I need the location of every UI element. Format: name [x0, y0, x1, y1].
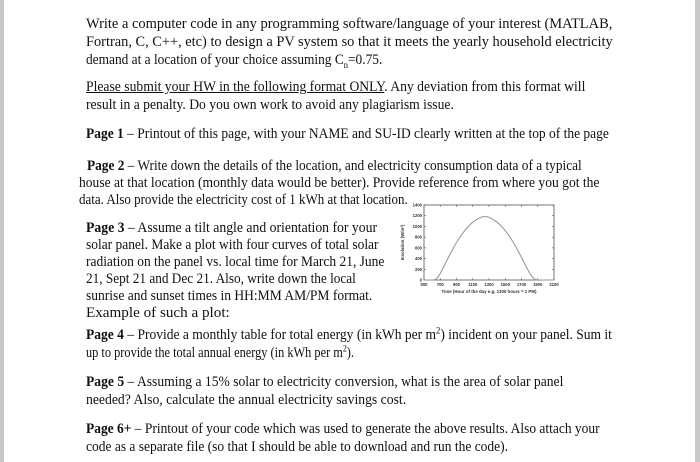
page-edge-right [695, 0, 700, 462]
x-tick-label: 900 [453, 282, 460, 287]
page-3-label: Page 3 [86, 220, 125, 236]
page-6-label: Page 6+ [86, 421, 132, 437]
chart-svg [398, 198, 573, 298]
superscript-2: 2 [436, 325, 441, 336]
page-1-text: – Printout of this page, with your NAME and SU-ID clearly written at the top of the page [123, 126, 609, 142]
page-6-line-1 [86, 420, 600, 438]
intro-line-1: Write a computer code in any programming software/language of your interest (MATLAB, [86, 16, 613, 32]
intro-line-2: Fortran, C, C++, etc) to design a PV system so that it meets the yearly household electricity [86, 34, 613, 50]
y-tick-label: 1000 [412, 223, 422, 229]
page-3-line-2: solar panel. Make a plot with four curves of total solar [86, 237, 379, 253]
x-tick-label: 1300 [484, 282, 494, 287]
y-tick-label: 600 [415, 245, 422, 251]
y-tick-label: 1400 [412, 202, 422, 208]
insolation-chart [398, 198, 573, 298]
page-5-line-1 [86, 373, 563, 391]
y-tick-label: 200 [415, 266, 422, 272]
page-2-label: Page 2 [87, 158, 125, 174]
page-2-line-3: data. Also provide the electricity cost of 1 kWh at that location. [79, 192, 408, 208]
intro-line-3 [86, 51, 382, 69]
page-edge-left [0, 0, 4, 462]
page-4-line-1 [86, 326, 612, 344]
intro-value: =0.75. [348, 52, 383, 68]
page-4-text-d: ). [346, 345, 355, 361]
page-4-line-2 [86, 344, 354, 362]
x-tick-label: 1900 [533, 282, 543, 287]
page-4-text-a: – Provide a monthly table for total energy (in kWh per m [123, 327, 437, 343]
plot-area [424, 205, 554, 280]
page-4-label: Page 4 [86, 327, 124, 343]
superscript-2: 2 [342, 343, 347, 354]
x-tick-label: 1100 [468, 282, 478, 287]
page-3-line-3: radiation on the panel vs. local time for March 21, June [86, 254, 385, 270]
page-2-line-2: house at that location (monthly data would be better). Provide reference from where you got the [79, 175, 600, 191]
page-3-line-5: sunrise and sunset times in HH:MM AM/PM format. [86, 288, 373, 304]
x-tick-label: 2100 [549, 282, 559, 287]
x-tick-label: 500 [420, 282, 428, 287]
instructions-underlined: Please submit your HW in the following format ONLY [86, 79, 385, 95]
x-tick-label: 1700 [516, 282, 527, 287]
page-1-label: Page 1 [86, 126, 124, 142]
instructions-text: . Any deviation from this format will [384, 79, 586, 95]
y-tick-label: 800 [415, 234, 422, 240]
y-tick-label: 1200 [412, 213, 422, 219]
page-5-line-2: needed? Also, calculate the annual electricity savings cost. [86, 392, 407, 408]
page-2-text: – Write down the details of the location, and electricity consumption data of a typical [124, 158, 582, 174]
y-axis-label: Insolation (W/m²) [400, 224, 405, 261]
y-tick-label: 0 [419, 277, 422, 283]
page-5-text: – Assuming a 15% solar to electricity conversion, what is the area of solar panel [124, 374, 564, 390]
page-1-line [86, 125, 609, 143]
x-axis-label: Time (Hour of the day e.g. 1300 hours = 1 PM) [441, 289, 537, 294]
instructions-line-1 [86, 78, 585, 96]
page-3-line-6: Example of such a plot: [86, 305, 230, 321]
page-5-label: Page 5 [86, 374, 125, 390]
page-3-line-4: 21, Sept 21 and Dec 21. Also, write down the local [86, 271, 356, 287]
page-4-text-c: up to provide the total annual energy (in kWh per m [86, 345, 343, 361]
page-2-line-1 [87, 157, 582, 175]
y-tick-label: 400 [415, 256, 422, 262]
instructions-line-2: result in a penalty. Do you own work to avoid any plagiarism issue. [86, 97, 454, 113]
subscript-n: n [343, 59, 349, 70]
page-3-text: – Assume a tilt angle and orientation for your [124, 220, 378, 236]
intro-text: demand at a location of your choice assuming C [86, 52, 344, 68]
x-tick-label: 700 [436, 282, 444, 287]
page-4-text-b: ) incident on your panel. Sum it [440, 327, 612, 343]
page-6-line-2: code as a separate file (so that I should be able to download and run the code). [86, 439, 509, 455]
page-6-text: – Printout of your code which was used to generate the above results. Also attach your [131, 421, 600, 437]
x-tick-label: 1500 [500, 282, 510, 287]
page-3-line-1 [86, 219, 377, 237]
